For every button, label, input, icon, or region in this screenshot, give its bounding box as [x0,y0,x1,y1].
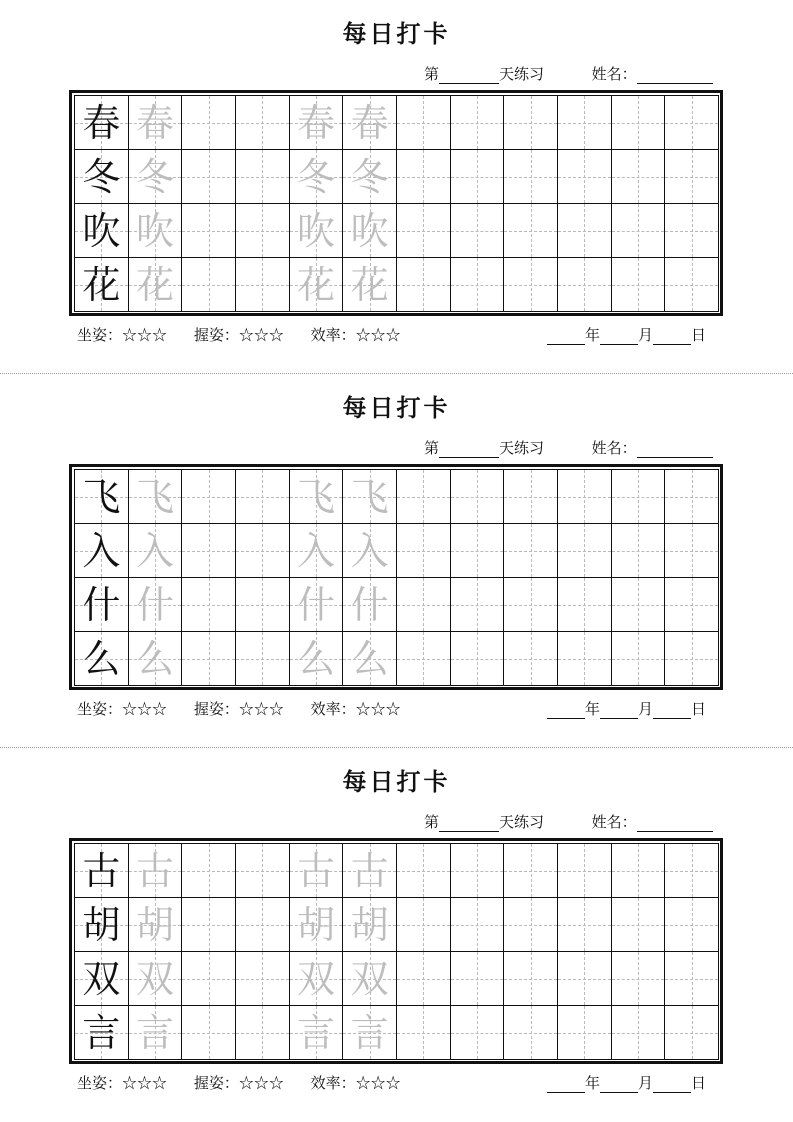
trace-character: 入 [135,528,174,573]
section-title: 每日打卡 [342,393,451,422]
model-character-cell [75,524,129,578]
blank-writing-cell[interactable] [182,258,236,312]
trace-character-cell[interactable] [290,1006,344,1060]
writing-grid-frame [69,838,723,1064]
star-rating[interactable]: ☆☆☆ [238,326,284,344]
trace-character: 春 [350,100,389,145]
writing-grid-frame [69,464,723,690]
model-character-cell [75,258,129,312]
year-field[interactable] [547,704,585,719]
trace-character-cell[interactable] [343,96,397,150]
trace-character: 吹 [350,208,389,253]
name-field[interactable] [637,69,713,84]
practice-section [0,0,793,344]
model-character-cell [75,96,129,150]
trace-character-cell[interactable] [343,524,397,578]
blank-writing-cell[interactable] [665,844,719,898]
model-character: 春 [82,100,121,145]
blank-writing-cell[interactable] [558,632,612,686]
trace-character: 吹 [296,208,335,253]
blank-writing-cell[interactable] [558,898,612,952]
rating-grip: 握姿：☆☆☆ [193,326,284,344]
section-divider [0,747,793,748]
blank-writing-cell[interactable] [236,96,290,150]
blank-writing-cell[interactable] [504,204,558,258]
month-label: 月 [638,1074,654,1092]
day-suffix: 天练习 [499,813,545,831]
trace-character-cell[interactable] [343,578,397,632]
model-character: 言 [82,1010,121,1055]
trace-character: 入 [350,528,389,573]
name-field[interactable] [637,817,713,832]
trace-character-cell[interactable] [343,470,397,524]
day-field[interactable] [653,1078,691,1093]
blank-writing-cell[interactable] [182,1006,236,1060]
blank-writing-cell[interactable] [397,150,451,204]
trace-character: 什 [135,582,174,627]
trace-character: 花 [350,262,389,307]
day-suffix: 天练习 [499,439,545,457]
blank-writing-cell[interactable] [612,258,666,312]
blank-writing-cell[interactable] [451,952,505,1006]
rating-posture: 坐姿：☆☆☆ [77,326,168,344]
year-field[interactable] [547,330,585,345]
blank-writing-cell[interactable] [182,952,236,1006]
blank-writing-cell[interactable] [558,150,612,204]
model-character: 胡 [82,902,121,947]
model-character: 双 [82,956,121,1001]
trace-character-cell[interactable] [343,258,397,312]
blank-writing-cell[interactable] [182,96,236,150]
day-label: 日 [691,1074,707,1092]
year-label: 年 [585,1074,601,1092]
practice-section [0,374,793,718]
day-number-field[interactable] [439,69,499,84]
month-label: 月 [638,700,654,718]
blank-writing-cell[interactable] [612,204,666,258]
blank-writing-cell[interactable] [182,524,236,578]
practice-section [0,748,793,1092]
trace-character-cell[interactable] [129,578,183,632]
trace-character: 胡 [135,902,174,947]
blank-writing-cell[interactable] [558,578,612,632]
blank-writing-cell[interactable] [397,204,451,258]
rating-efficiency: 效率：☆☆☆ [310,1074,401,1092]
model-character-cell [75,844,129,898]
section-title: 每日打卡 [342,19,451,48]
trace-character-cell[interactable] [343,1006,397,1060]
model-character-cell [75,578,129,632]
blank-writing-cell[interactable] [665,258,719,312]
blank-writing-cell[interactable] [665,632,719,686]
blank-writing-cell[interactable] [504,898,558,952]
star-rating[interactable]: ☆☆☆ [122,1074,168,1092]
blank-writing-cell[interactable] [182,898,236,952]
model-character-cell [75,952,129,1006]
year-field[interactable] [547,1078,585,1093]
name-label: 姓名： [591,439,637,457]
trace-character: 什 [296,582,335,627]
star-rating[interactable]: ☆☆☆ [122,700,168,718]
practice-meta [424,811,713,832]
blank-writing-cell[interactable] [451,258,505,312]
trace-character-cell[interactable] [290,204,344,258]
trace-character: 冬 [135,154,174,199]
star-rating[interactable]: ☆☆☆ [355,1074,401,1092]
blank-writing-cell[interactable] [182,470,236,524]
blank-writing-cell[interactable] [397,632,451,686]
blank-writing-cell[interactable] [182,844,236,898]
star-rating[interactable]: ☆☆☆ [355,326,401,344]
blank-writing-cell[interactable] [558,470,612,524]
day-prefix: 第 [424,65,440,83]
writing-grid-frame [69,90,723,316]
month-field[interactable] [600,1078,638,1093]
day-suffix: 天练习 [499,65,545,83]
rating-posture: 坐姿：☆☆☆ [77,1074,168,1092]
model-character-cell [75,1006,129,1060]
blank-writing-cell[interactable] [558,1006,612,1060]
rating-grip: 握姿：☆☆☆ [193,700,284,718]
trace-character: 入 [296,528,335,573]
blank-writing-cell[interactable] [504,150,558,204]
blank-writing-cell[interactable] [612,1006,666,1060]
trace-character: 双 [135,956,174,1001]
trace-character: 古 [135,848,174,893]
model-character-cell [75,204,129,258]
trace-character: 么 [296,636,335,681]
trace-character-cell[interactable] [290,844,344,898]
date-line [547,324,706,345]
trace-character-cell[interactable] [129,470,183,524]
blank-writing-cell[interactable] [504,524,558,578]
model-character-cell [75,632,129,686]
model-character: 入 [82,528,121,573]
blank-writing-cell[interactable] [451,96,505,150]
section-title: 每日打卡 [342,767,451,796]
trace-character: 双 [350,956,389,1001]
trace-character-cell[interactable] [129,1006,183,1060]
month-field[interactable] [600,330,638,345]
blank-writing-cell[interactable] [612,150,666,204]
date-line [547,698,706,719]
blank-writing-cell[interactable] [665,204,719,258]
blank-writing-cell[interactable] [665,578,719,632]
ratings [77,1072,423,1093]
trace-character-cell[interactable] [129,204,183,258]
blank-writing-cell[interactable] [236,470,290,524]
rating-grip: 握姿：☆☆☆ [193,1074,284,1092]
blank-writing-cell[interactable] [612,632,666,686]
trace-character: 言 [296,1010,335,1055]
blank-writing-cell[interactable] [665,898,719,952]
blank-writing-cell[interactable] [665,1006,719,1060]
blank-writing-cell[interactable] [612,470,666,524]
blank-writing-cell[interactable] [236,844,290,898]
trace-character-cell[interactable] [343,844,397,898]
blank-writing-cell[interactable] [558,204,612,258]
trace-character: 古 [296,848,335,893]
blank-writing-cell[interactable] [236,204,290,258]
blank-writing-cell[interactable] [397,524,451,578]
ratings [77,698,423,719]
trace-character-cell[interactable] [290,470,344,524]
blank-writing-cell[interactable] [612,96,666,150]
blank-writing-cell[interactable] [504,1006,558,1060]
blank-writing-cell[interactable] [182,632,236,686]
trace-character: 么 [350,636,389,681]
blank-writing-cell[interactable] [558,844,612,898]
star-rating[interactable]: ☆☆☆ [238,1074,284,1092]
blank-writing-cell[interactable] [451,898,505,952]
blank-writing-cell[interactable] [612,524,666,578]
model-character-cell [75,898,129,952]
trace-character-cell[interactable] [290,96,344,150]
blank-writing-cell[interactable] [451,204,505,258]
blank-writing-cell[interactable] [182,150,236,204]
blank-writing-cell[interactable] [612,952,666,1006]
blank-writing-cell[interactable] [451,150,505,204]
blank-writing-cell[interactable] [451,578,505,632]
trace-character-cell[interactable] [343,952,397,1006]
trace-character: 古 [350,848,389,893]
trace-character: 言 [135,1010,174,1055]
blank-writing-cell[interactable] [451,524,505,578]
trace-character: 言 [350,1010,389,1055]
blank-writing-cell[interactable] [665,150,719,204]
model-character: 花 [82,262,121,307]
blank-writing-cell[interactable] [612,898,666,952]
blank-writing-cell[interactable] [558,524,612,578]
trace-character: 双 [296,956,335,1001]
model-character-cell [75,470,129,524]
star-rating[interactable]: ☆☆☆ [122,326,168,344]
blank-writing-cell[interactable] [665,952,719,1006]
blank-writing-cell[interactable] [397,1006,451,1060]
model-character: 冬 [82,154,121,199]
blank-writing-cell[interactable] [182,204,236,258]
blank-writing-cell[interactable] [397,470,451,524]
blank-writing-cell[interactable] [236,524,290,578]
model-character-cell [75,150,129,204]
blank-writing-cell[interactable] [236,632,290,686]
blank-writing-cell[interactable] [665,470,719,524]
trace-character-cell[interactable] [343,632,397,686]
blank-writing-cell[interactable] [504,578,558,632]
trace-character-cell[interactable] [290,524,344,578]
day-prefix: 第 [424,813,440,831]
blank-writing-cell[interactable] [504,844,558,898]
trace-character-cell[interactable] [129,898,183,952]
blank-writing-cell[interactable] [665,524,719,578]
blank-writing-cell[interactable] [504,258,558,312]
trace-character-cell[interactable] [129,632,183,686]
trace-character-cell[interactable] [290,952,344,1006]
blank-writing-cell[interactable] [236,578,290,632]
blank-writing-cell[interactable] [451,632,505,686]
blank-writing-cell[interactable] [504,96,558,150]
rating-posture: 坐姿：☆☆☆ [77,700,168,718]
blank-writing-cell[interactable] [612,578,666,632]
trace-character-cell[interactable] [290,150,344,204]
blank-writing-cell[interactable] [558,952,612,1006]
trace-character-cell[interactable] [290,898,344,952]
trace-character-cell[interactable] [129,524,183,578]
trace-character: 冬 [296,154,335,199]
blank-writing-cell[interactable] [236,258,290,312]
name-field[interactable] [637,443,713,458]
writing-grid [74,843,719,1060]
trace-character: 吹 [135,208,174,253]
trace-character: 什 [350,582,389,627]
model-character: 什 [82,582,121,627]
trace-character-cell[interactable] [129,96,183,150]
star-rating[interactable]: ☆☆☆ [355,700,401,718]
trace-character: 花 [296,262,335,307]
section-divider [0,373,793,374]
trace-character-cell[interactable] [290,578,344,632]
trace-character-cell[interactable] [129,150,183,204]
day-label: 日 [691,326,707,344]
blank-writing-cell[interactable] [236,1006,290,1060]
model-character: 么 [82,636,121,681]
trace-character: 胡 [350,902,389,947]
blank-writing-cell[interactable] [236,150,290,204]
day-number-field[interactable] [439,817,499,832]
blank-writing-cell[interactable] [397,844,451,898]
day-number-field[interactable] [439,443,499,458]
date-line [547,1072,706,1093]
trace-character-cell[interactable] [343,204,397,258]
blank-writing-cell[interactable] [504,470,558,524]
blank-writing-cell[interactable] [397,898,451,952]
trace-character-cell[interactable] [129,844,183,898]
day-label: 日 [691,700,707,718]
name-label: 姓名： [591,813,637,831]
blank-writing-cell[interactable] [236,952,290,1006]
blank-writing-cell[interactable] [397,952,451,1006]
trace-character: 春 [135,100,174,145]
blank-writing-cell[interactable] [451,1006,505,1060]
blank-writing-cell[interactable] [504,632,558,686]
day-field[interactable] [653,704,691,719]
blank-writing-cell[interactable] [558,258,612,312]
year-label: 年 [585,700,601,718]
day-field[interactable] [653,330,691,345]
trace-character: 飞 [296,474,335,519]
blank-writing-cell[interactable] [612,844,666,898]
month-field[interactable] [600,704,638,719]
trace-character-cell[interactable] [290,632,344,686]
trace-character-cell[interactable] [290,258,344,312]
trace-character-cell[interactable] [129,258,183,312]
blank-writing-cell[interactable] [451,470,505,524]
practice-meta [424,437,713,458]
trace-character-cell[interactable] [129,952,183,1006]
trace-character-cell[interactable] [343,898,397,952]
day-prefix: 第 [424,439,440,457]
year-label: 年 [585,326,601,344]
trace-character: 春 [296,100,335,145]
trace-character: 飞 [350,474,389,519]
blank-writing-cell[interactable] [397,258,451,312]
ratings [77,324,423,345]
blank-writing-cell[interactable] [451,844,505,898]
blank-writing-cell[interactable] [236,898,290,952]
rating-efficiency: 效率：☆☆☆ [310,326,401,344]
trace-character: 花 [135,262,174,307]
model-character: 飞 [82,474,121,519]
trace-character-cell[interactable] [343,150,397,204]
trace-character: 胡 [296,902,335,947]
blank-writing-cell[interactable] [665,96,719,150]
blank-writing-cell[interactable] [397,96,451,150]
trace-character: 飞 [135,474,174,519]
trace-character: 冬 [350,154,389,199]
star-rating[interactable]: ☆☆☆ [238,700,284,718]
name-label: 姓名： [591,65,637,83]
blank-writing-cell[interactable] [558,96,612,150]
month-label: 月 [638,326,654,344]
blank-writing-cell[interactable] [182,578,236,632]
model-character: 吹 [82,208,121,253]
writing-grid [74,469,719,686]
blank-writing-cell[interactable] [397,578,451,632]
writing-grid [74,95,719,312]
model-character: 古 [82,848,121,893]
practice-meta [424,63,713,84]
trace-character: 么 [135,636,174,681]
rating-efficiency: 效率：☆☆☆ [310,700,401,718]
blank-writing-cell[interactable] [504,952,558,1006]
